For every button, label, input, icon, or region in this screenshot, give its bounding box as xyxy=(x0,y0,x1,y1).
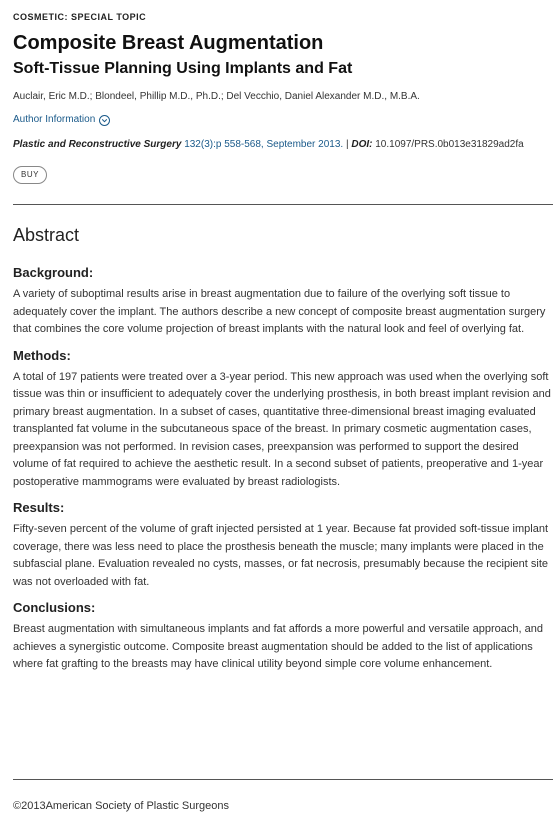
citation-line xyxy=(13,138,553,152)
section-text: A variety of suboptimal results arise in breast augmentation due to failure of the overlying soft tissue to adequately cover the implant. The authors describe a new concept of composite breast augmentation surgery that combines the core volume projection of breast implants with the natural look and feel of overlying fat. xyxy=(13,288,546,335)
volume-issue-link[interactable]: 132(3):p 558-568, September 2013. xyxy=(184,139,344,150)
abstract-conclusions xyxy=(13,600,553,674)
abstract-results xyxy=(13,500,553,591)
doi-value: 10.1097/PRS.0b013e31829ad2fa xyxy=(372,139,524,150)
abstract-background xyxy=(13,265,553,339)
buy-button[interactable]: BUY xyxy=(13,166,47,184)
article-title: Composite Breast Augmentation xyxy=(13,32,324,54)
article-header xyxy=(13,12,553,184)
section-heading: Methods: xyxy=(13,347,71,363)
journal-name: Plastic and Reconstructive Surgery xyxy=(13,139,182,150)
author-information-toggle[interactable] xyxy=(13,113,553,127)
footer-divider xyxy=(13,779,553,780)
section-text: Breast augmentation with simultaneous implants and fat affords a more powerful and versatile approach, and achieves a synergistic outcome. Composite breast augmentation should be added to the list of applications where fat grafting to the breasts may have clinical utility beyond simple core volume enhancement. xyxy=(13,623,543,670)
article-category: COSMETIC: SPECIAL TOPIC xyxy=(13,12,147,22)
abstract-heading: Abstract xyxy=(13,225,80,245)
doi-label: DOI: xyxy=(351,139,373,150)
copyright-notice: ©2013American Society of Plastic Surgeons xyxy=(13,800,229,812)
abstract-methods xyxy=(13,348,553,492)
header-divider xyxy=(13,204,553,205)
section-text: Fifty-seven percent of the volume of graft injected persisted at 1 year. Because fat provided soft-tissue implant coverage, there was less need to place the prosthesis beneath the muscle; many implants were placed in the subfascial plane. Evaluation revealed no cysts, masses, or fat necrosis, presumably because the recipient site was not overloaded with fat. xyxy=(13,523,548,588)
author-list: Auclair, Eric M.D.; Blondeel, Phillip M.D., Ph.D.; Del Vecchio, Daniel Alexander M.D., M.B.A. xyxy=(13,91,420,102)
section-heading: Conclusions: xyxy=(13,600,96,615)
section-heading: Results: xyxy=(13,500,65,515)
chevron-down-circle-icon[interactable] xyxy=(99,115,110,126)
author-information-label[interactable]: Author Information xyxy=(13,114,96,125)
section-text: A total of 197 patients were treated over a 3-year period. This new approach was used when the overlying soft tissue was thin or insufficient to adequately cover the underlying prosthesis, in both breast implant revision and primary breast augmentation. In a subset of cases, quantitative three-dimensional breast imaging evaluated transplanted fat volume in the subcutaneous space of the breast. In primary cosmetic augmentation cases, preexpansion was not performed. In revision cases, preexpansion was performed to support the desired volume of fat required to achieve the aesthetic result. In a second subset of patients, preoperative and 1-year postoperative mammograms were evaluated by breast radiologists. xyxy=(13,370,551,488)
abstract-section xyxy=(13,224,553,683)
article-subtitle: Soft-Tissue Planning Using Implants and Fat xyxy=(13,60,353,77)
section-heading: Background: xyxy=(13,265,94,280)
citation-separator: | xyxy=(343,139,352,150)
